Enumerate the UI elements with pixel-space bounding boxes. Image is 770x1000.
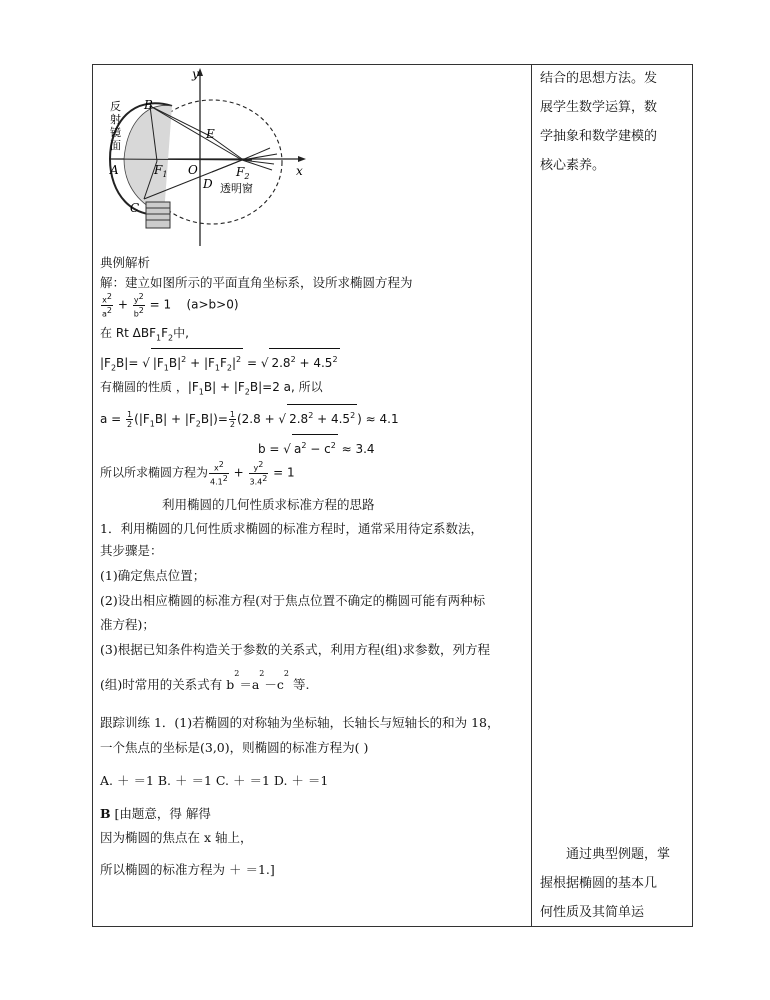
step-4e: 等.: [288, 677, 310, 693]
a-formula: a = $\frac{1}{2}$ $(|F_1B| + |F_2B|)=$ $\frac{1}{2}$ (2.8 + √ $2.8^2 + 4.5^2$ ) ≈ 4.1: [100, 404, 399, 435]
step-4b: (组)时常用的关系式有 b: [100, 677, 235, 693]
point-c-label: C: [130, 201, 140, 215]
solution-intro: 解：建立如图所示的平面直角坐标系，设所求椭圆方程为: [100, 275, 413, 290]
step-1b: 其步骤是：: [100, 543, 163, 558]
y-axis-label: y: [192, 67, 199, 81]
step-3a: (2)设出相应椭圆的标准方程(对于焦点位置不确定的椭圆可能有两种标: [100, 593, 486, 608]
exercise-a: 跟踪训练 1．(1)若椭圆的对称轴为坐标轴，长轴长与短轴长的和为 18，: [100, 715, 500, 730]
point-b-label: B: [144, 98, 153, 112]
mirror-label-1: 反: [110, 100, 121, 113]
ellipse-property-text: 有椭圆的性质 ，|F: [100, 380, 199, 394]
x-axis-label: x: [296, 164, 303, 178]
triangle-text: 在 Rt ΔBF: [100, 326, 157, 340]
column-divider: [531, 64, 532, 927]
step-1a: 1．利用椭圆的几何性质求椭圆的标准方程时，通常采用待定系数法，: [100, 521, 483, 536]
step-4-formula: (组)时常用的关系式有 $b^2=a^2-c^2$ 等.: [100, 669, 310, 693]
point-d-label: D: [203, 177, 213, 191]
point-a-label: A: [110, 163, 119, 177]
mirror-label-4: 面: [110, 139, 121, 152]
f2b-formula: $|F_2B|=$ √ $|F_1B|^2 + |F_1F_2|^2$ = √ $2.8^2 + 4.5^2$: [100, 348, 340, 379]
origin-label: O: [188, 163, 198, 177]
window-label: 透明窗: [220, 182, 253, 195]
step-2: (1)确定焦点位置；: [100, 568, 206, 583]
step-4c: ＝a: [239, 677, 260, 693]
answer-options: A. ＋ ＝1 B. ＋ ＝1 C. ＋ ＝1 D. ＋ ＝1: [100, 773, 329, 788]
section-heading: 典例解析: [100, 255, 151, 270]
step-4d: －c: [264, 677, 284, 693]
result-intro: 所以所求椭圆方程为: [100, 465, 209, 480]
step-4a: (3)根据已知条件构造关于参数的关系式，利用方程(组)求参数，列方程: [100, 642, 490, 657]
point-f1-label: $F_1$: [154, 163, 168, 179]
method-title: 利用椭圆的几何性质求标准方程的思路: [162, 497, 375, 512]
equation-condition: (a>b>0): [186, 297, 239, 312]
side-notes-bottom: [540, 840, 688, 927]
side-bottom-line-2: 握根据椭圆的基本几: [540, 876, 658, 891]
ellipse-equation: $\frac{x^2}{a^2}$ + $\frac{y^2}{b^2}$ = 1 (a>b>0): [102, 292, 239, 319]
point-f2-label: $F_2$: [236, 165, 250, 181]
side-notes-top: [540, 64, 688, 180]
step-3b: 准方程)；: [100, 617, 155, 632]
ellipse-property-tail: =2 a, 所以: [262, 380, 323, 394]
triangle-line: 在 Rt $\Delta BF_1F_2$中,: [100, 326, 189, 343]
side-top-line-4: 核心素养。: [540, 158, 606, 173]
side-bottom-line-3: 何性质及其简单运: [540, 905, 645, 920]
result-line: 所以所求椭圆方程为 $\frac{x^2}{4.1^2}$ + $\frac{y^2}{3.4^2}$ = 1: [100, 460, 295, 487]
f2b-label: |F: [100, 356, 111, 370]
side-bottom-line-1: 通过典型例题，掌: [540, 847, 671, 862]
side-top-line-1: 结合的思想方法。发: [540, 71, 658, 86]
reflector-figure: [102, 64, 312, 246]
answer-2: 因为椭圆的焦点在 x 轴上，: [100, 830, 253, 845]
ellipse-property-line: 有椭圆的性质 ，$|F_1B| + |F_2B|=2$ a, 所以: [100, 380, 323, 397]
answer-line: [100, 803, 211, 825]
exercise-b: 一个焦点的坐标是(3,0)，则椭圆的标准方程为( ): [100, 740, 369, 755]
mirror-label-2: 射: [110, 113, 121, 126]
answer-text: [由题意，得 解得: [110, 806, 211, 821]
mirror-label-3: 镜: [110, 126, 121, 139]
answer-3: 所以椭圆的标准方程为 ＋ ＝1.]: [100, 862, 275, 877]
b-formula: b = √ $a^2 - c^2 \approx 3.4$: [258, 434, 375, 460]
side-top-line-3: 学抽象和数学建模的: [540, 129, 658, 144]
side-top-line-2: 展学生数学运算，数: [540, 100, 658, 115]
answer-letter: B: [100, 806, 111, 821]
approx-b: ≈ 3.4: [341, 442, 375, 456]
point-e-label: E: [206, 127, 215, 141]
approx-a: ≈ 4.1: [365, 412, 399, 426]
